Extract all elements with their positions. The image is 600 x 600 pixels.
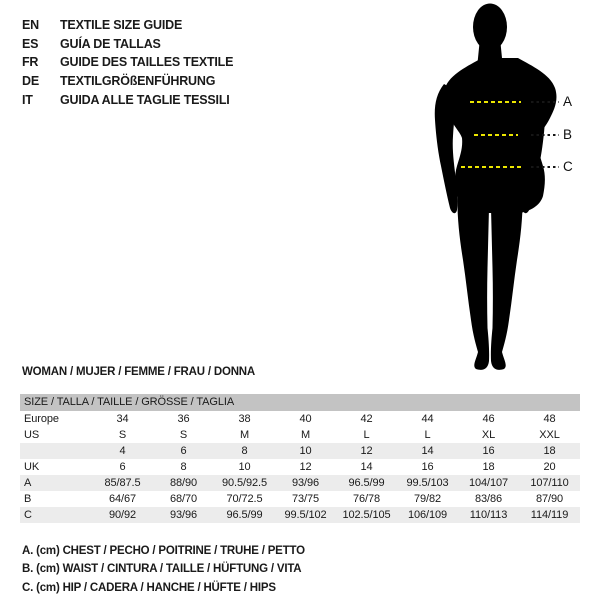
waist-label: B xyxy=(563,127,573,142)
size-table-header: SIZE / TALLA / TAILLE / GRÖSSE / TAGLIA xyxy=(20,394,580,411)
table-cell: M xyxy=(239,429,250,441)
table-cell: 88/90 xyxy=(169,477,198,489)
table-cell: 102.5/105 xyxy=(342,509,391,521)
table-cell: 38 xyxy=(238,413,251,425)
table-cell: 46 xyxy=(482,413,495,425)
row-label: A xyxy=(24,477,32,489)
table-cell: 107/110 xyxy=(530,477,569,489)
table-cell: 44 xyxy=(421,413,434,425)
chest-measure-line xyxy=(470,101,521,103)
table-cell: 96.5/99 xyxy=(348,477,385,489)
language-title: GUIDE DES TAILLES TEXTILE xyxy=(60,55,234,70)
language-code: ES xyxy=(22,36,39,51)
table-cell: 99.5/102 xyxy=(284,509,327,521)
table-cell: 73/75 xyxy=(291,493,320,505)
hip-measure-line xyxy=(461,166,523,168)
table-cell: 93/96 xyxy=(291,477,320,489)
table-cell: S xyxy=(179,429,188,441)
language-code: IT xyxy=(22,92,33,107)
language-title: GUIDA ALLE TAGLIE TESSILI xyxy=(60,92,230,107)
table-cell: 42 xyxy=(360,413,373,425)
table-cell: 34 xyxy=(116,413,129,425)
table-cell: 90/92 xyxy=(108,509,137,521)
chest-leader-line xyxy=(531,101,559,103)
language-code: FR xyxy=(22,55,39,70)
table-cell: 87/90 xyxy=(535,493,564,505)
language-row xyxy=(22,90,233,109)
language-title: TEXTILGRÖßENFÜHRUNG xyxy=(60,74,216,89)
row-label: Europe xyxy=(24,413,59,425)
legend-line-chest: A. (cm) CHEST / PECHO / POITRINE / TRUHE / PETTO xyxy=(22,545,305,557)
table-cell: 12 xyxy=(360,445,373,457)
waist-leader-line xyxy=(531,134,559,136)
table-cell: 106/109 xyxy=(407,509,448,521)
row-label: C xyxy=(24,509,32,521)
table-cell: 16 xyxy=(421,461,434,473)
table-cell: M xyxy=(300,429,311,441)
chest-label: A xyxy=(563,94,573,109)
table-cell: 93/96 xyxy=(169,509,198,521)
language-title: TEXTILE SIZE GUIDE xyxy=(60,18,183,33)
table-cell: 70/72.5 xyxy=(226,493,263,505)
row-label: UK xyxy=(24,461,40,473)
table-cell: 96.5/99 xyxy=(226,509,263,521)
table-row xyxy=(20,411,580,427)
table-cell: 48 xyxy=(543,413,556,425)
table-cell: 20 xyxy=(543,461,556,473)
table-cell: 76/78 xyxy=(352,493,381,505)
table-cell: 18 xyxy=(482,461,495,473)
table-cell: 36 xyxy=(177,413,190,425)
row-label: B xyxy=(24,493,32,505)
table-cell: 68/70 xyxy=(169,493,198,505)
woman-silhouette xyxy=(410,0,600,385)
table-cell: 16 xyxy=(482,445,495,457)
table-cell: 85/87.5 xyxy=(104,477,141,489)
table-cell: 64/67 xyxy=(108,493,137,505)
language-row xyxy=(22,16,233,35)
language-code: EN xyxy=(22,18,39,33)
legend-line-hip: C. (cm) HIP / CADERA / HANCHE / HÜFTE / HIPS xyxy=(22,581,276,594)
table-cell: 8 xyxy=(241,445,248,457)
table-row xyxy=(20,475,580,491)
language-row xyxy=(22,72,233,91)
table-cell: 6 xyxy=(180,445,187,457)
table-cell: 10 xyxy=(238,461,251,473)
hip-label: C xyxy=(563,159,573,174)
language-code: DE xyxy=(22,74,39,89)
table-cell: 90.5/92.5 xyxy=(222,477,267,489)
legend-line-waist: B. (cm) WAIST / CINTURA / TAILLE / HÜFTUNG / VITA xyxy=(22,563,302,576)
table-row xyxy=(20,427,580,443)
table-cell: L xyxy=(363,429,370,441)
table-cell: 12 xyxy=(299,461,312,473)
table-row xyxy=(20,491,580,507)
size-table-body xyxy=(20,411,580,523)
table-cell: 8 xyxy=(180,461,187,473)
table-row xyxy=(20,459,580,475)
table-cell: 83/86 xyxy=(474,493,503,505)
waist-measure-line xyxy=(474,134,518,136)
table-cell: 4 xyxy=(119,445,126,457)
size-table xyxy=(20,394,580,523)
table-cell: XXL xyxy=(539,429,560,441)
table-cell: 114/119 xyxy=(530,509,569,521)
table-cell: 14 xyxy=(360,461,373,473)
table-cell: 104/107 xyxy=(468,477,509,489)
table-cell: 79/82 xyxy=(413,493,442,505)
table-cell: 14 xyxy=(421,445,434,457)
table-cell: 110/113 xyxy=(469,509,508,521)
language-title-block xyxy=(22,16,233,109)
row-label: US xyxy=(24,429,40,441)
table-row xyxy=(20,507,580,523)
section-title-woman: WOMAN / MUJER / FEMME / FRAU / DONNA xyxy=(22,366,256,378)
table-cell: 99.5/103 xyxy=(406,477,449,489)
table-cell: 18 xyxy=(543,445,556,457)
hip-leader-line xyxy=(531,166,559,168)
language-row xyxy=(22,35,233,54)
table-cell: 40 xyxy=(299,413,312,425)
table-cell: XL xyxy=(481,429,496,441)
table-cell: 6 xyxy=(119,461,126,473)
language-title: GUÍA DE TALLAS xyxy=(60,36,161,51)
table-cell: L xyxy=(424,429,431,441)
row-label xyxy=(20,443,92,459)
measurement-legend xyxy=(22,542,305,597)
table-row xyxy=(20,443,580,459)
table-cell: 10 xyxy=(299,445,312,457)
table-cell: S xyxy=(118,429,127,441)
language-row xyxy=(22,53,233,72)
